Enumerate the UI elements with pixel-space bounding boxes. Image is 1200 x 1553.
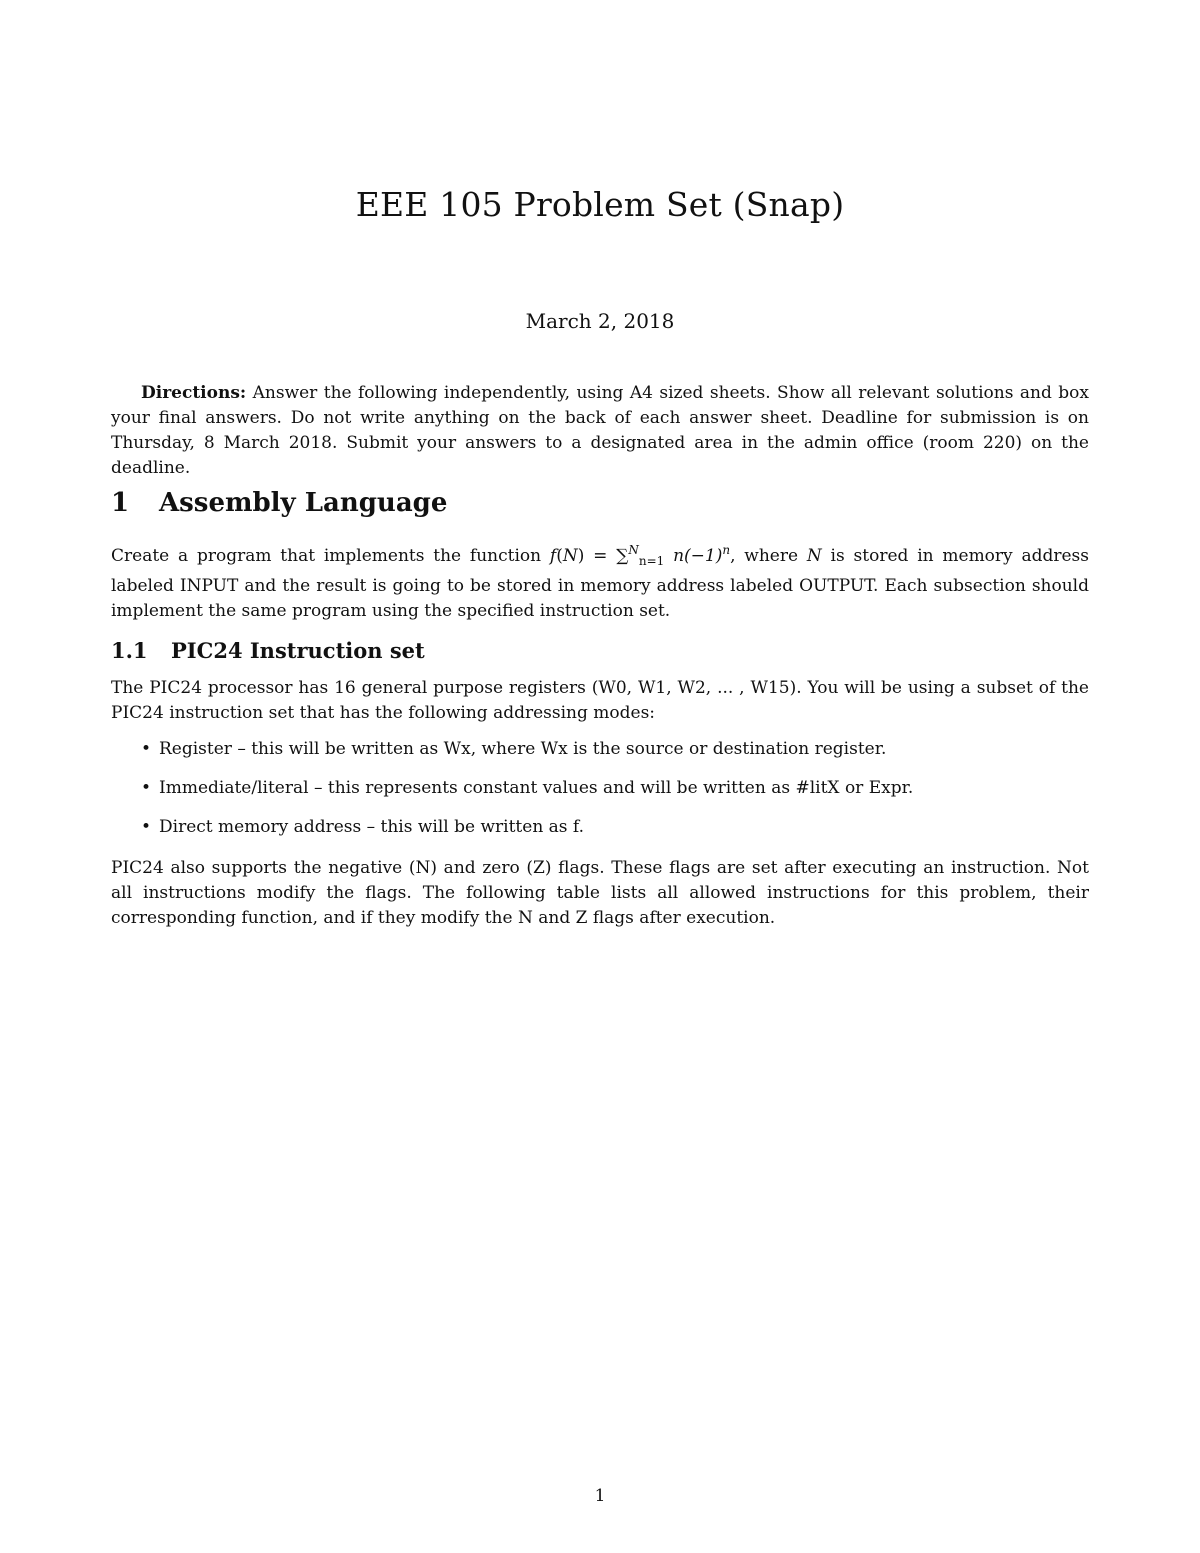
directions-label: Directions: — [141, 383, 247, 403]
document-title: EEE 105 Problem Set (Snap) — [355, 185, 845, 224]
addressing-modes-list — [111, 737, 1089, 854]
subsection-title: PIC24 Instruction set — [171, 638, 425, 663]
intro-text-start: Create a program that implements the function — [111, 546, 550, 566]
intro-N-symbol: N — [806, 546, 822, 566]
formula-N: N — [562, 546, 578, 566]
list-item-text: Register – this will be written as Wx, where Wx is the source or destination register. — [159, 739, 887, 759]
list-item — [111, 737, 1089, 762]
formula-sum-upper: N — [628, 543, 639, 557]
function-formula — [549, 543, 731, 568]
formula-exponent: n — [722, 543, 731, 557]
formula-sum-symbol: ∑ — [616, 546, 629, 566]
list-item — [111, 776, 1089, 801]
intro-text-end: is stored in memory address labeled INPUT and the result is going to be stored in memory address labeled OUTPUT. Each subsection should implement the same program using the specified instruction set. — [111, 546, 1089, 621]
flags-paragraph: PIC24 also supports the negative (N) and zero (Z) flags. These flags are set after executing an instruction. Not all instructions modify the flags. The following table lists all allowed instructions for this problem, their corresponding function, and if they modify the N and Z flags after execution. — [111, 858, 1089, 928]
intro-text-where: , where — [730, 546, 807, 566]
bullet-icon: • — [141, 778, 152, 798]
formula-equals: ) = — [577, 546, 617, 566]
formula-sum-lower: n=1 — [638, 554, 665, 568]
list-item-text: Immediate/literal – this represents constant values and will be written as #litX or Expr. — [159, 778, 914, 798]
directions-paragraph — [111, 381, 1089, 481]
directions-text: Answer the following independently, using A4 sized sheets. Show all relevant solutions and box your final answers. Do not write anything on the back of each answer sheet. Deadline for submission is on Thursday, 8 March 2018. Submit your answers to a designated area in the admin office (room 220) on the deadline. — [111, 383, 1089, 478]
section-intro-paragraph — [111, 538, 1089, 624]
formula-paren-open: ( — [556, 546, 563, 566]
formula-f: f — [549, 546, 557, 566]
document-date: March 2, 2018 — [525, 309, 675, 333]
list-item — [111, 815, 1089, 840]
subsection-intro-paragraph: The PIC24 processor has 16 general purpose registers (W0, W1, W2, ... , W15). You will be using a subset of the PIC24 instruction set that has the following addressing modes: — [111, 678, 1089, 723]
bullet-icon: • — [141, 739, 152, 759]
formula-term: n(−1) — [664, 546, 723, 566]
section-number: 1 — [111, 488, 130, 518]
subsection-number: 1.1 — [111, 638, 148, 663]
bullet-icon: • — [141, 817, 152, 837]
subsection-heading — [111, 637, 425, 665]
page-number: 1 — [594, 1486, 606, 1506]
section-title: Assembly Language — [159, 488, 448, 518]
list-item-text: Direct memory address – this will be written as f. — [159, 817, 585, 837]
section-heading — [111, 486, 447, 520]
